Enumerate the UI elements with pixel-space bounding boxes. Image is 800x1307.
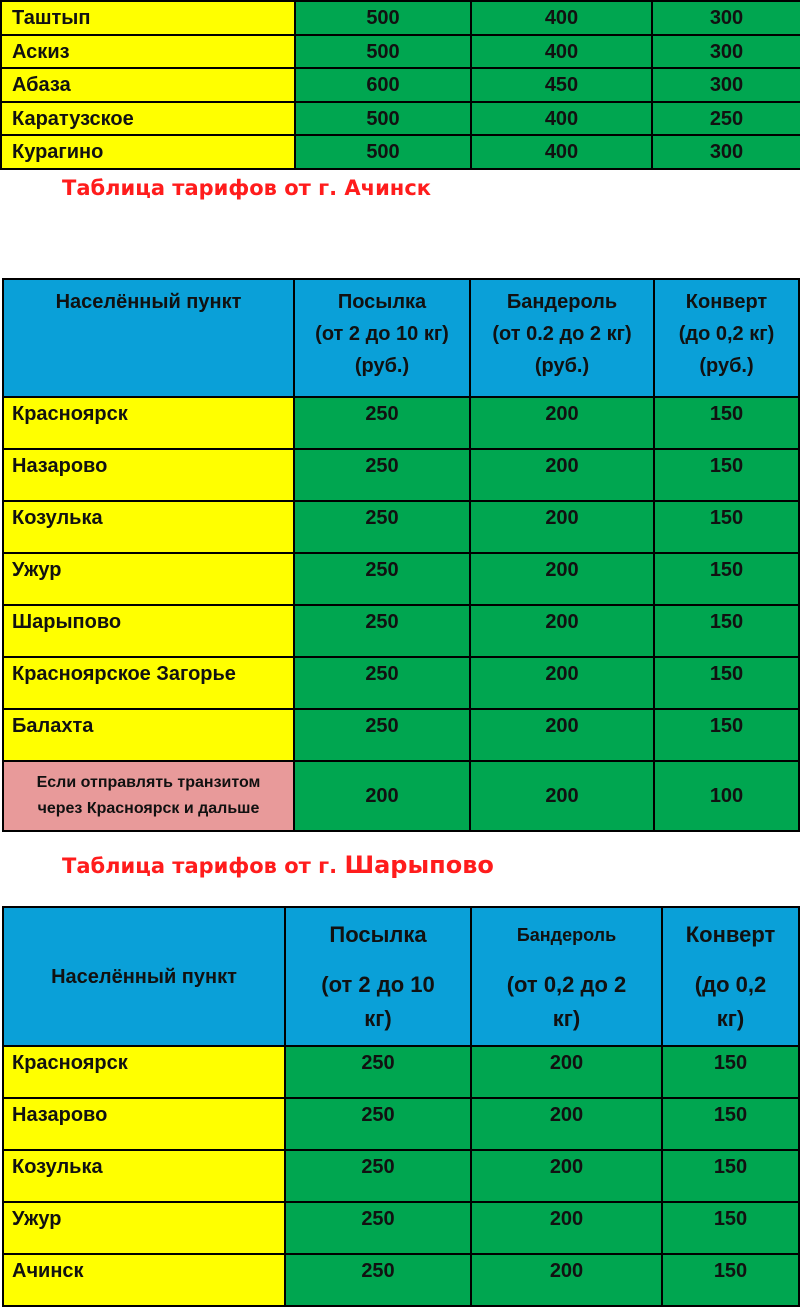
banderol-price: 200 [470,397,654,449]
place-cell: Абаза [1,68,295,102]
envelope-price: 300 [652,68,800,102]
parcel-price: 500 [295,1,471,35]
parcel-price: 250 [294,605,470,657]
envelope-price: 150 [662,1098,799,1150]
header-envelope-weight-2: кг) [716,1005,745,1031]
header-banderol [471,907,662,1046]
table-row [3,605,799,657]
envelope-price: 300 [652,135,800,169]
place-cell: Козулька [3,501,294,553]
header-place: Населённый пункт [3,907,285,1046]
table-row [3,1098,799,1150]
table-row [1,68,800,102]
envelope-price: 150 [654,553,799,605]
header-envelope-weight-1: (до 0,2 [694,971,767,997]
banderol-price: 200 [471,1098,662,1150]
place-cell: Ачинск [3,1254,285,1306]
banderol-price: 450 [471,68,652,102]
parcel-price: 250 [285,1098,471,1150]
place-cell: Красноярск [3,1046,285,1098]
banderol-price: 200 [470,501,654,553]
header-banderol [470,279,654,397]
parcel-price: 250 [294,449,470,501]
header-banderol-weight: (от 0.2 до 2 кг) [492,323,632,345]
envelope-price: 150 [654,605,799,657]
table-row [3,709,799,761]
envelope-price: 150 [654,657,799,709]
tariff-table-sharypovo [2,906,800,1307]
header-envelope [662,907,799,1046]
parcel-price: 500 [295,102,471,136]
table-row [1,135,800,169]
parcel-price: 250 [294,501,470,553]
header-parcel-label: Посылка [337,291,427,313]
place-cell: Аскиз [1,35,295,69]
header-parcel [294,279,470,397]
header-banderol-label: Бандероль [516,924,617,945]
envelope-price: 150 [654,397,799,449]
place-cell: Ужур [3,553,294,605]
title-prefix: Таблица тарифов от г. [62,854,338,878]
banderol-price: 200 [470,657,654,709]
banderol-price: 400 [471,135,652,169]
envelope-price: 150 [662,1254,799,1306]
place-cell: Таштып [1,1,295,35]
table-row [3,1046,799,1098]
header-envelope-weight: (до 0,2 кг) [678,323,775,345]
banderol-price: 400 [471,35,652,69]
envelope-price: 150 [662,1046,799,1098]
place-cell: Каратузское [1,102,295,136]
parcel-price: 250 [294,553,470,605]
header-parcel-weight-2: кг) [364,1005,392,1031]
tariff-table-top [0,0,800,170]
place-cell: Шарыпово [3,605,294,657]
place-cell: Козулька [3,1150,285,1202]
parcel-price: 250 [285,1150,471,1202]
envelope-price: 100 [654,761,799,831]
envelope-price: 300 [652,35,800,69]
table-row [1,1,800,35]
parcel-price: 250 [285,1254,471,1306]
table-row [3,501,799,553]
parcel-price: 200 [294,761,470,831]
header-banderol-label: Бандероль [506,291,618,313]
place-cell: Назарово [3,449,294,501]
parcel-price: 250 [294,709,470,761]
header-parcel-unit: (руб.) [354,355,410,377]
achinsk-table-title: Таблица тарифов от г. Ачинск [62,176,432,200]
envelope-price: 300 [652,1,800,35]
header-place: Населённый пункт [3,279,294,397]
header-parcel [285,907,471,1046]
table-row [3,1254,799,1306]
parcel-price: 500 [295,135,471,169]
table-header-row [3,907,799,1046]
envelope-price: 150 [654,501,799,553]
table-row [3,657,799,709]
header-parcel-label: Посылка [329,921,427,947]
table-row [3,553,799,605]
table-header-row [3,279,799,397]
sharypovo-table-title [62,851,494,879]
title-city: Шарыпово [344,851,494,879]
table-row [1,35,800,69]
banderol-price: 400 [471,1,652,35]
banderol-price: 200 [470,449,654,501]
parcel-price: 500 [295,35,471,69]
table-row [1,102,800,136]
place-cell: Назарово [3,1098,285,1150]
transit-note-line1: Если отправлять транзитом [36,774,261,791]
banderol-price: 200 [470,553,654,605]
table-row [3,1202,799,1254]
parcel-price: 250 [294,397,470,449]
envelope-price: 150 [654,449,799,501]
transit-note-line2: через Красноярск и дальше [37,800,260,817]
parcel-price: 250 [285,1046,471,1098]
table-row-transit [3,761,799,831]
banderol-price: 200 [470,761,654,831]
envelope-price: 150 [654,709,799,761]
banderol-price: 200 [470,709,654,761]
header-envelope-unit: (руб.) [699,355,754,377]
header-envelope-label: Конверт [685,291,768,313]
table-row [3,1150,799,1202]
banderol-price: 200 [471,1046,662,1098]
header-banderol-weight-1: (от 0,2 до 2 [506,971,627,997]
header-parcel-weight: (от 2 до 10 кг) [315,323,449,345]
place-cell: Красноярск [3,397,294,449]
place-cell: Курагино [1,135,295,169]
banderol-price: 200 [471,1150,662,1202]
table-row [3,397,799,449]
banderol-price: 200 [471,1202,662,1254]
place-cell: Красноярское Загорье [3,657,294,709]
envelope-price: 150 [662,1150,799,1202]
place-cell: Балахта [3,709,294,761]
place-cell: Ужур [3,1202,285,1254]
banderol-price: 400 [471,102,652,136]
banderol-price: 200 [470,605,654,657]
table-row [3,449,799,501]
header-banderol-weight-2: кг) [552,1005,581,1031]
parcel-price: 600 [295,68,471,102]
tariff-table-achinsk [2,278,800,832]
header-envelope-label: Конверт [685,921,776,947]
header-banderol-unit: (руб.) [534,355,590,377]
header-parcel-weight-1: (от 2 до 10 [321,971,435,997]
header-envelope [654,279,799,397]
parcel-price: 250 [285,1202,471,1254]
banderol-price: 200 [471,1254,662,1306]
transit-note-cell [3,761,294,831]
envelope-price: 150 [662,1202,799,1254]
parcel-price: 250 [294,657,470,709]
envelope-price: 250 [652,102,800,136]
